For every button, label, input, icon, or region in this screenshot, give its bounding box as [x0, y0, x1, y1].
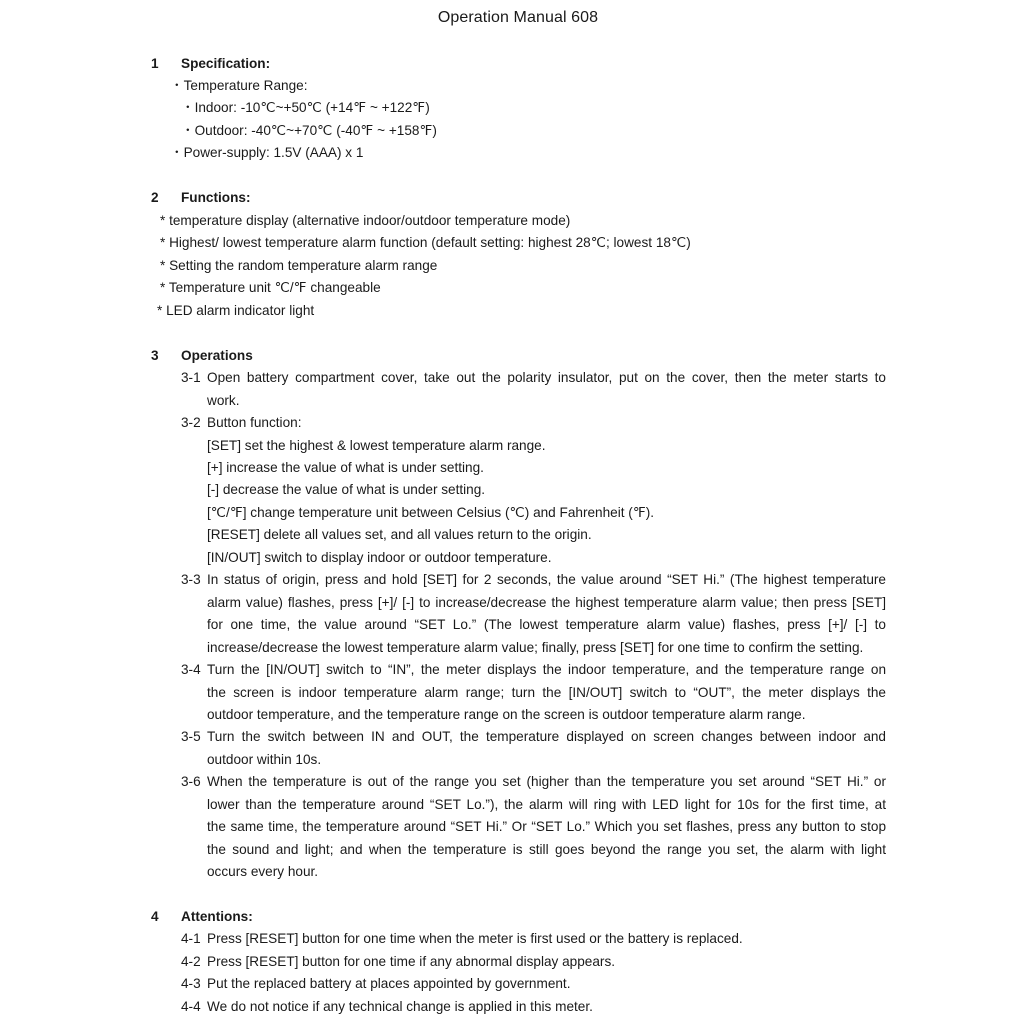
paragraph-line: In status of origin, press and hold [SET] for 2 seconds, the value around “SET Hi.” (The highest temperature [207, 572, 886, 587]
paragraph-line: occurs every hour. [207, 864, 319, 879]
function-item: * Highest/ lowest temperature alarm function (default setting: highest 28℃; lowest 18℃) [160, 235, 691, 250]
section-heading: Operations [181, 348, 253, 363]
function-item: * temperature display (alternative indoor/outdoor temperature mode) [160, 213, 571, 228]
paragraph-line: increase/decrease the lowest temperature alarm value; finally, press [SET] for one time to confirm the setting. [207, 639, 864, 655]
attention-item: Put the replaced battery at places appointed by government. [207, 976, 571, 991]
item-number: 4-4 [181, 999, 201, 1014]
item-number: 3-2 [181, 415, 201, 430]
button-function-set: [SET] set the highest & lowest temperature alarm range. [207, 438, 546, 453]
section-number: 2 [151, 190, 159, 205]
item-number: 4-3 [181, 976, 201, 991]
paragraph-line: Turn the [IN/OUT] switch to “IN”, the meter displays the indoor temperature, and the temperature range on [207, 662, 886, 677]
paragraph-line: alarm value) flashes, press [+]/ [-] to increase/decrease the highest temperature alarm value; then press [SET] [207, 594, 886, 610]
spec-item: ・Temperature Range: [170, 78, 308, 93]
function-item: * Temperature unit ℃/℉ changeable [160, 280, 381, 295]
item-number: 3-5 [181, 729, 201, 744]
paragraph-line: work. [207, 392, 240, 408]
button-function-heading: Button function: [207, 415, 302, 430]
spec-item: ・Power-supply: 1.5V (AAA) x 1 [170, 145, 364, 160]
paragraph-line: the sound and light; and when the temperature is still goes beyond the range you set, the alarm with light [207, 841, 886, 857]
function-item: * Setting the random temperature alarm range [160, 258, 438, 273]
attention-item: Press [RESET] button for one time if any abnormal display appears. [207, 954, 616, 969]
paragraph-line: outdoor temperature, and the temperature range on the screen is outdoor temperature alarm range. [207, 707, 806, 722]
document-title: Operation Manual 608 [437, 9, 599, 26]
paragraph-line: Turn the switch between IN and OUT, the temperature displayed on screen changes between indoor and [207, 729, 886, 744]
paragraph-line: lower than the temperature around “SET Lo.”), the alarm will ring with LED light for 10s for the first time, at [207, 796, 886, 812]
operation-paragraph [207, 569, 886, 659]
attention-item: Press [RESET] button for one time when the meter is first used or the battery is replaced. [207, 931, 743, 946]
button-function-minus: [-] decrease the value of what is under setting. [207, 482, 486, 497]
item-number: 4-1 [181, 931, 201, 946]
paragraph-line: for one time, the value around “SET Lo.” (The lowest temperature alarm value) flashes, press [+]/ [-] to [207, 617, 886, 632]
paragraph-line: the screen is indoor temperature alarm range; turn the [IN/OUT] switch to “OUT”, the meter displays the [207, 684, 886, 700]
button-function-unit: [℃/℉] change temperature unit between Celsius (℃) and Fahrenheit (℉). [207, 505, 655, 520]
attention-item: We do not notice if any technical change is applied in this meter. [207, 999, 593, 1014]
operation-paragraph [207, 659, 886, 727]
spec-item: ・Outdoor: -40℃~+70℃ (-40℉ ~ +158℉) [181, 123, 437, 138]
operation-paragraph [207, 726, 886, 771]
section-number: 1 [151, 56, 159, 71]
operation-paragraph [207, 367, 886, 412]
button-function-inout: [IN/OUT] switch to display indoor or outdoor temperature. [207, 550, 552, 565]
section-heading: Attentions: [181, 909, 253, 924]
section-heading: Functions: [181, 190, 251, 205]
paragraph-line: the same time, the temperature around “SET Hi.” Or “SET Lo.” Which you set flashes, press any button to stop [207, 819, 886, 834]
spec-item: ・Indoor: -10℃~+50℃ (+14℉ ~ +122℉) [181, 100, 430, 115]
item-number: 3-3 [181, 572, 201, 587]
paragraph-line: Open battery compartment cover, take out the polarity insulator, put on the cover, then the meter starts to [207, 370, 886, 385]
item-number: 3-1 [181, 370, 201, 385]
function-item: * LED alarm indicator light [157, 303, 315, 318]
paragraph-line: When the temperature is out of the range you set (higher than the temperature you set around “SET Hi.” or [207, 774, 886, 789]
button-function-plus: [+] increase the value of what is under setting. [207, 460, 484, 475]
item-number: 3-6 [181, 774, 201, 789]
section-heading: Specification: [181, 56, 271, 71]
item-number: 4-2 [181, 954, 201, 969]
paragraph-line: outdoor within 10s. [207, 751, 322, 767]
operation-paragraph [207, 771, 886, 884]
section-number: 4 [151, 909, 159, 924]
item-number: 3-4 [181, 662, 201, 677]
section-number: 3 [151, 348, 159, 363]
button-function-reset: [RESET] delete all values set, and all values return to the origin. [207, 527, 592, 542]
